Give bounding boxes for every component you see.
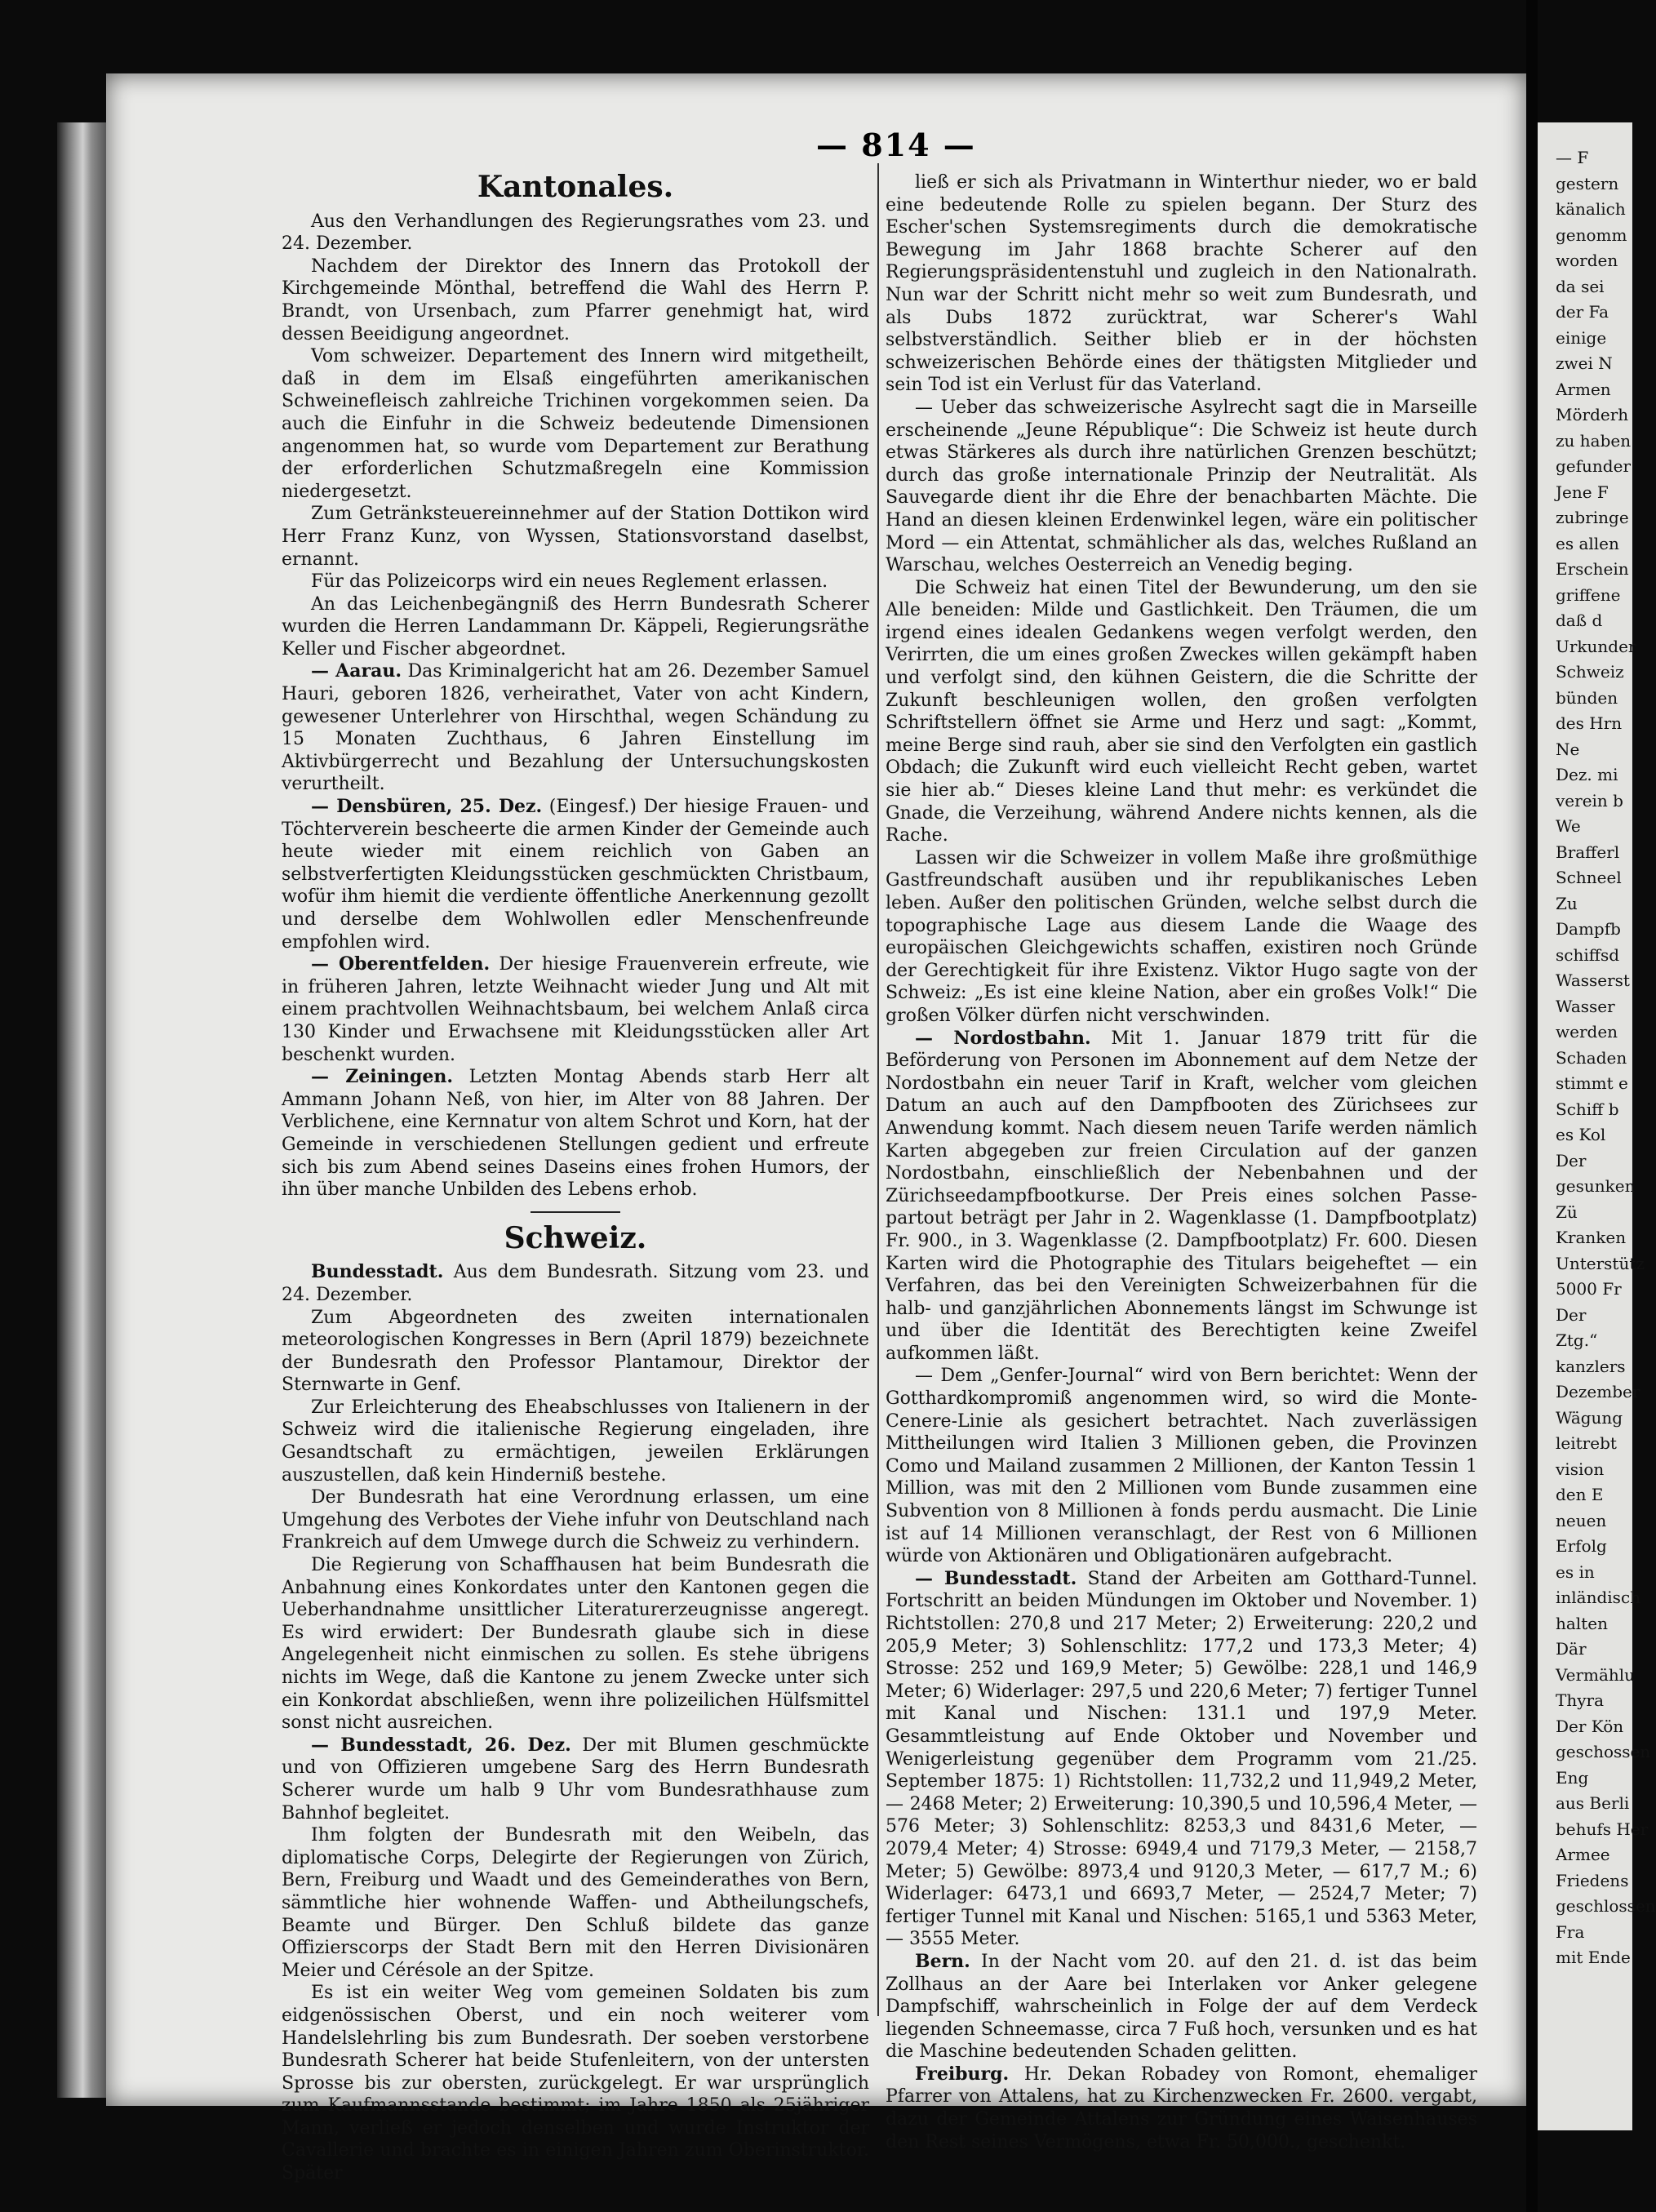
article-paragraph	[282, 1066, 869, 1201]
paragraph-text: Der mit Blumen geschmückte und von Offizieren umgebene Sarg des Herrn Bundesrath Scherer wurde um halb 9 Uhr vom Bundesrathhause zum Bahnhof begleitet.	[282, 1735, 869, 1823]
next-page-fragment: es Kol	[1556, 1125, 1606, 1144]
article-paragraph	[282, 345, 869, 503]
next-page-fragment: worden	[1556, 251, 1618, 270]
article-paragraph	[886, 1951, 1477, 2063]
next-page-fragment: zubringe	[1556, 508, 1629, 527]
paragraph-text: Das Kriminalgericht hat am 26. Dezember Samuel Hauri, geboren 1826, verheirathet, Vater von acht Kindern, gewesener Unterlehrer von Hirschthal, wegen Schändung zu 15 Monaten Zuchthaus, 6 Jahren Einstellung im Aktivbürgerrecht und Bezahlung der Untersuchungskosten verurtheilt.	[282, 661, 870, 795]
paragraph-lead: — Zeiningen.	[311, 1066, 454, 1088]
next-page-fragment: einige	[1556, 327, 1607, 348]
next-page-fragment: Unterstütz	[1556, 1253, 1645, 1273]
article-paragraph	[282, 503, 869, 571]
paragraph-text: Ihm folgten der Bundesrath mit den Weibeln, das diplomatische Corps, Delegirte der Regierungen von Zürich, Bern, Freiburg und Waadt und des Gemeinderathes von Bern, sämmtliche hier wohnende Waffen- und Abtheilungschefs, Beamte und Bürger. Den Schluß bildete das ganze Offizierscorps der Stadt Bern mit den Herren Divisionären Meier und Cérésole an der Spitze.	[282, 1825, 869, 1981]
paragraph-text: Nachdem der Direktor des Innern das Protokoll der Kirchgemeinde Mönthal, betreffend die Wahl des Herrn P. Brandt, von Ursenbach, zum Pfarrer genehmigt hat, wird dessen Beeidigung angeordnet.	[282, 255, 869, 344]
paragraph-lead: — Aarau.	[311, 660, 402, 682]
paragraph-text: Aus dem Bundesrath. Sitzung vom 23. und 24. Dezember.	[282, 1262, 869, 1305]
article-paragraph	[282, 1982, 869, 2184]
paragraph-lead: Bundesstadt.	[311, 1261, 444, 1283]
article-paragraph	[282, 1486, 869, 1554]
section-divider	[531, 1211, 620, 1213]
article-paragraph	[282, 211, 869, 255]
next-page-fragment: vision	[1556, 1459, 1605, 1479]
paragraph-lead: — Oberentfelden.	[311, 953, 491, 975]
column-divider	[877, 163, 879, 2016]
next-page-fragment: Jene F	[1556, 482, 1609, 502]
next-page-fragment: Dezember	[1556, 1382, 1640, 1401]
next-page-fragment: den E	[1556, 1485, 1604, 1504]
next-page-fragment: Dampfb	[1556, 919, 1621, 939]
paragraph-text: — Dem „Genfer-Journal“ wird von Bern berichtet: Wenn der Gotthardkompromiß angenommen wird, so wird die Monte-Cenere-Linie als gesichert betrachtet. Nach zuverlässigen Mittheilungen wird Italien 3 Millionen geben, die Provinzen Como und Mailand zusammen 2 Millionen, der Kanton Tessin 1 Million, was mit den 2 Millionen vom Bunde zusammen eine Subvention von 8 Millionen à fonds perdu ausmacht. Die Linie ist auf 14 Millionen veranschlagt, der Rest von 6 Millionen würde von Aktionären und Obligationären aufgebracht.	[886, 1366, 1477, 1567]
next-page-fragment: des Hrn	[1556, 713, 1623, 733]
paragraph-text: Die Schweiz hat einen Titel der Bewunderung, um den sie Alle beneiden: Milde und Gastlichkeit. Den Träumen, die um irgend eines idealen Gedankens wegen verfolgt werden, den Verirrten, die um eines großen Zweckes willen gekämpft haben und verfolgt sind, den kühnen Geistern, die die Schritte der Zukunft beschleunigen wollen, den großen verfolgten Schriftstellern öffnet sie Arme und Herz und sagt: „Kommt, meine Berge sind rauh, aber sie sind den Verfolgten ein gastlich Obdach; die Zukunft wird euch vielleicht Recht geben, wartet sie hier ab.“ Dieses kleine Land thut mehr: es verkündet die Gnade, die Verzeihung, während Andere nichts kennen, als die Rache.	[886, 577, 1477, 846]
paragraph-text: Der Bundesrath hat eine Verordnung erlassen, um eine Umgehung des Verbotes der Viehe infuhr von Deutschland nach Frankreich auf dem Umwege durch die Schweiz zu verhindern.	[282, 1487, 869, 1553]
next-page-fragment: Friedens	[1556, 1870, 1629, 1890]
next-page-fragment: behufs Her	[1556, 1819, 1649, 1839]
book-gutter	[1526, 0, 1538, 2212]
paragraph-text: — Ueber das schweizerische Asylrecht sagt die in Marseille erscheinende „Jeune République“: Die Schweiz ist heute durch etwas Stärkeres als durch ihre natürlichen Grenzen beschützt; durch das große internationale Prinzip der Neutralität. Als Sauvegarde dient ihr die Ehre der benachbarten Mächte. Die Hand an diesen kleinen Erdenwinkel legen, wäre ein politischer Mord — ein Attentat, schmählicher als das, welches Rußland an Warschau, welches Oesterreich an Venedig beging.	[886, 397, 1477, 576]
next-page-fragment: We	[1556, 816, 1581, 836]
paragraph-text: Stand der Arbeiten am Gotthard-Tunnel. Fortschritt an beiden Mündungen im Oktober und November. 1) Richtstollen: 270,8 und 217 Meter; 2) Erweiterung: 220,2 und 205,9 Meter; 3) Sohlenschlitz: 177,2 und 173,3 Meter; 4) Strosse: 252 und 169,9 Meter; 5) Gewölbe: 228,1 und 146,9 Meter; 6) Widerlager: 297,5 und 220,6 Meter; 7) fertiger Tunnel mit Kanal und Nischen: 131.1 und 197,9 Meter. Gesammtleistung auf Ende Oktober und November und Wenigerleistung gegenüber dem Programm vom 21./25. September 1875: 1) Richtstollen: 11,732,2 und 11,949,2 Meter, — 2468 Meter; 2) Erweiterung: 10,390,5 und 10,596,4 Meter, — 576 Meter; 3) Sohlenschlitz: 8253,3 und 8431,6 Meter, — 2079,4 Meter; 4) Strosse: 6949,4 und 7179,3 Meter, — 2158,7 Meter; 5) Gewölbe: 8973,4 und 9120,3 Meter, — 617,7 M.; 6) Widerlager: 6473,1 und 6693,7 Meter, — 2524,7 Meter; 7) fertiger Tunnel mit Kanal und Nischen: 5165,1 und 5363 Meter, — 3555 Meter.	[886, 1568, 1477, 1950]
next-page-fragment: Schneel	[1556, 868, 1622, 887]
article-paragraph	[282, 660, 869, 796]
next-page-fragment: verein b	[1556, 790, 1623, 811]
next-page-fragment: Erfolg	[1556, 1536, 1607, 1556]
paragraph-text: An das Leichenbegängniß des Herrn Bundesrath Scherer wurden die Herren Landammann Dr. Käppeli, Regierungsräthe Keller und Fischer abgeordnet.	[282, 593, 869, 660]
next-page-fragment: gefunder	[1556, 456, 1632, 476]
next-page-fragment: es in	[1556, 1561, 1595, 1582]
article-paragraph	[282, 255, 869, 345]
paragraph-text: Für das Polizeicorps wird ein neues Reglement erlassen.	[311, 571, 828, 593]
paragraph-text: ließ er sich als Privatmann in Winterthur nieder, wo er bald eine bedeutende Rolle zu spielen begann. Der Sturz des Escher'schen Systemsregiments durch die demokratische Bewegung im Jahr 1868 brachte Scherer auf den Regierungspräsidentenstuhl und zugleich in den Nationalrath. Nun war der Schritt nicht mehr so weit zum Bundesrath, und als Dubs 1872 zurücktrat, war Scherer's Wahl selbstverständlich. Seither blieb er in der höchsten schweizerischen Behörde eines der thätigsten Mitglieder und sein Tod ist ein Verlust für das Vaterland.	[886, 172, 1477, 396]
paragraph-lead: — Densbüren, 25. Dez.	[311, 796, 543, 818]
next-page-fragment: gestern	[1556, 173, 1619, 193]
next-page-fragment: inländisch	[1556, 1588, 1641, 1607]
next-page-fragment: griffene	[1556, 584, 1621, 605]
column-left	[282, 171, 869, 2185]
article-paragraph	[282, 571, 869, 593]
next-page-fragment: Zu	[1556, 893, 1578, 913]
paragraph-text: Zum Getränksteuereinnehmer auf der Station Dottikon wird Herr Franz Kunz, von Wyssen, Stationsvorstand daselbst, ernannt.	[282, 504, 869, 570]
next-page-fragment: Mörderh	[1556, 405, 1629, 424]
next-page-fragment: Armee	[1556, 1845, 1610, 1864]
article-paragraph	[886, 577, 1477, 847]
next-page-fragment: Armen	[1556, 379, 1611, 399]
paragraph-lead: — Bundesstadt, 26. Dez.	[311, 1734, 571, 1756]
next-page-fragment: Ztg.“	[1556, 1330, 1598, 1350]
next-page-fragment: Ne	[1556, 739, 1580, 759]
next-page-fragment: Schweiz	[1556, 662, 1624, 682]
article-paragraph	[886, 2063, 1477, 2153]
next-page-fragment: Wasserst	[1556, 971, 1630, 990]
paragraph-text: Zur Erleichterung des Eheabschlusses von Italienern in der Schweiz wird die italienische Regierung eingeladen, ihre Gesandtschaft zu ermächtigen, jeweilen Erklärungen auszustellen, daß kein Hinderniß bestehe.	[282, 1397, 869, 1486]
next-page-fragment: — F	[1556, 148, 1589, 167]
next-page-fragment: Dez. mi	[1556, 765, 1618, 784]
next-page-fragment: stimmt e	[1556, 1073, 1628, 1093]
next-page-fragment: kanzlers	[1556, 1356, 1626, 1376]
paragraph-text: (Eingesf.) Der hiesige Frauen- und Töchterverein bescheerte die armen Kinder der Gemeinde auch heute wieder mit einem reichlich von Gaben an selbstverfertigten Kleidungsstücken geschmückten Christbaum, wofür ihm hiemit die verdiente öffentliche Anerkennung gezollt und derselbe dem Wohlwollen edler Menschenfreunde empfohlen wird.	[282, 797, 869, 953]
next-page-fragment: bünden	[1556, 687, 1618, 708]
article-paragraph	[282, 1397, 869, 1486]
next-page-fragment: Fra	[1556, 1921, 1585, 1942]
next-page-fragment: Wasser	[1556, 996, 1615, 1016]
next-page-fragment: Eng	[1556, 1767, 1589, 1788]
next-page-fragment: Där	[1556, 1639, 1587, 1659]
article-paragraph	[282, 593, 869, 661]
article-paragraph	[886, 171, 1477, 397]
next-page-fragment: känalich	[1556, 199, 1626, 219]
next-page-fragment: leitrebt	[1556, 1433, 1617, 1453]
paragraph-text: Vom schweizer. Departement des Innern wird mitgetheilt, daß in dem im Elsaß eingeführten amerikanischen Schweinefleisch zahlreiche Trichinen vorgekommen seien. Da auch die Einfuhr in die Schweiz bedeutende Dimensionen angenommen hat, so wurde vom Departement zur Berathung der erforderlichen Schutzmaßregeln eine Kommission niedergesetzt.	[282, 346, 869, 502]
next-page-fragment: 5000 Fr	[1556, 1279, 1622, 1299]
paragraph-text: Letzten Montag Abends starb Herr alt Ammann Johann Neß, von hier, im Alter von 88 Jahren. Der Verblichene, eine Kernnatur von altem Schrot und Korn, hat der Gemeinde in verschiedenen Stellungen gedient und erfreute sich bis zum Abend seines Daseins eines frohen Humors, der ihn über manche Unbilden des Lebens erhob.	[282, 1067, 869, 1201]
section-heading-schweiz: Schweiz.	[504, 1220, 647, 1255]
next-page-fragment: Schaden	[1556, 1047, 1627, 1068]
next-page-fragment: Erschein	[1556, 559, 1629, 579]
next-page-fragment: zwei N	[1556, 353, 1613, 373]
next-page-fragment: Urkunder	[1556, 636, 1636, 656]
article-paragraph	[886, 847, 1477, 1028]
paragraph-text: Mit 1. Januar 1879 tritt für die Beförderung von Personen im Abonnement auf dem Netze der Nordostbahn ein neuer Tarif in Kraft, welcher vom gleichen Datum an auch auf den Dampfbooten des Zürichsees zur Anwendung kommt. Nach diesem neuen Tarife werden nämlich Karten abgegeben zur freien Circulation auf der ganzen Nordostbahn, einschließlich der Nebenbahnen und der Zürichseedampfbootkurse. Der Preis eines solchen Passe-partout beträgt per Jahr in 2. Wagenklasse (1. Dampfbootplatz) Fr. 900., in 3. Wagenklasse (2. Dampfbootplatz) Fr. 600. Diesen Karten wird die Photographie des Titulars beigeheftet — ein Verfahren, das bei den Vereinigten Schweizerbahnen für die halb- und ganzjährlichen Abonnements längst im Schwunge ist und über die Identität des Berechtigten keine Zweifel aufkommen läßt.	[886, 1028, 1477, 1364]
article-paragraph	[282, 1554, 869, 1735]
next-page-fragment: geschossen	[1556, 1742, 1651, 1761]
next-page-fragment: Der Kön	[1556, 1716, 1624, 1736]
article-paragraph	[282, 1261, 869, 1306]
next-page-fragment: schiffsd	[1556, 944, 1620, 965]
article-paragraph	[282, 1307, 869, 1397]
next-page-fragment: Schiff b	[1556, 1099, 1619, 1119]
next-page-fragment: es allen	[1556, 533, 1619, 553]
next-page-fragment: der Fa	[1556, 302, 1609, 322]
next-page-fragment: neuen	[1556, 1510, 1607, 1530]
paragraph-text: Hr. Dekan Robadey von Romont, ehemaliger Pfarrer von Attalens, hat zu Kirchenzwecken Fr. 2600. vergabt, dazu der Gemeinde Attalens zur Gründung eines Waisenhauses den Rest seines Vermögens, etwa Fr. 50,000., geschenkt.	[886, 2063, 1477, 2152]
next-page-fragment: halten	[1556, 1613, 1608, 1633]
next-page-fragment: genomm	[1556, 224, 1627, 245]
next-page-fragment: Kranken	[1556, 1228, 1627, 1247]
article-paragraph	[886, 1028, 1477, 1366]
next-page-fragment: Vermählu	[1556, 1664, 1636, 1685]
paragraph-text: Der hiesige Frauenverein erfreute, wie in früheren Jahren, letzte Weihnacht wieder Jung und Alt mit einem prachtvollen Weihnachtsbaum, bei welchem Anlaß circa 130 Kinder und Erwachsene mit Kleidungsstücken aller Art beschenkt wurden.	[282, 954, 869, 1065]
next-page-fragment: Brafferl	[1556, 842, 1620, 862]
paragraph-lead: Bern.	[915, 1950, 970, 1972]
next-page-fragment: da sei	[1556, 276, 1605, 296]
paragraph-text: Es ist ein weiter Weg vom gemeinen Soldaten bis zum eidgenössischen Oberst, und ein noch weiterer vom Handelslehrling bis zum Bundesrath. Der soeben verstorbene Bundesrath Scherer hat beide Stufenleitern, von der untersten Sprosse bis zur obersten, zurückgelegt. Er war ursprünglich zum Kaufmannsstande bestimmt; im Jahre 1850 als 25jähriger Mann, verließ er jedoch denselben und wurde Instruktor der Cavallerie und brachte es in einigen Jahren zum Oberinstruktor. Später	[282, 1983, 869, 2184]
column-right	[886, 171, 1477, 2153]
next-page-fragment: mit Ende	[1556, 1948, 1631, 1967]
article-paragraph	[886, 1365, 1477, 1567]
next-page-fragment: zu haben	[1556, 430, 1632, 451]
section-heading-kantonales: Kantonales.	[477, 170, 674, 204]
next-page-fragment: Zü	[1556, 1201, 1578, 1222]
next-page-sliver	[1538, 122, 1656, 2130]
next-page-fragment: gesunken	[1556, 1176, 1636, 1196]
article-paragraph	[282, 796, 869, 953]
paragraph-lead: — Nordostbahn.	[915, 1027, 1091, 1049]
paragraph-text: Die Regierung von Schaffhausen hat beim Bundesrath die Anbahnung eines Konkordates unter den Kantonen gegen die Ueberhandnahme unsittlicher Literaturerzeugnisse angeregt. Es wird erwidert: Der Bundesrath glaube sich in diese Angelegenheit nicht einmischen zu sollen. Es stehe übrigens nichts im Wege, daß die Kantone zu jenem Zwecke unter sich ein Konkordat abschließen, wenn ihre polizeilichen Hülfsmittel sonst nicht ausreichen.	[282, 1555, 869, 1734]
next-page-fragment: Thyra	[1556, 1690, 1605, 1710]
next-page-fragment: daß d	[1556, 611, 1603, 630]
article-paragraph	[282, 1824, 869, 1982]
paragraph-text: Lassen wir die Schweizer in vollem Maße ihre großmüthige Gastfreundschaft ausüben und ihr republikanisches Leben leben. Außer den politischen Gründen, welche selbst durch die topographische Lage aus diesem Lande die Waage des europäischen Gleichgewichts schaffen, existiren noch Gründe der Gerechtigkeit für ihre Existenz. Viktor Hugo sagte von der Schweiz: „Es ist eine kleine Nation, aber ein großes Volk!“ Die großen Völker dürfen nicht verschwinden.	[886, 847, 1477, 1026]
paragraph-text: Aus den Verhandlungen des Regierungsrathes vom 23. und 24. Dezember.	[282, 211, 869, 255]
paragraph-lead: — Bundesstadt.	[915, 1567, 1077, 1589]
paragraph-text: In der Nacht vom 20. auf den 21. d. ist das beim Zollhaus an der Aare bei Interlaken vor Anker gelegene Dampfschiff, wahrscheinlich in Folge der auf dem Verdeck liegenden Schneemasse, circa 7 Fuß hoch, versunken und es hat die Maschine bedeutenden Schaden gelitten.	[886, 1951, 1477, 2063]
page-number: — 814 —	[816, 127, 976, 163]
next-page-fragment: Der	[1556, 1304, 1587, 1325]
next-page-fragment: Der	[1556, 1150, 1587, 1170]
article-paragraph	[886, 397, 1477, 577]
paragraph-text: Zum Abgeordneten des zweiten internationalen meteorologischen Kongresses in Bern (April 1879) bezeichnete der Bundesrath den Professor Plantamour, Direktor der Sternwarte in Genf.	[282, 1307, 869, 1396]
next-page-fragment: Wägung	[1556, 1407, 1623, 1428]
article-paragraph	[282, 953, 869, 1066]
article-paragraph	[886, 1568, 1477, 1951]
next-page-fragment: werden	[1556, 1022, 1618, 1042]
next-page-fragment: geschlossen	[1556, 1896, 1656, 1916]
next-page-fragment: aus Berli	[1556, 1793, 1630, 1813]
article-paragraph	[282, 1735, 869, 1824]
paragraph-lead: Freiburg.	[915, 2063, 1010, 2085]
